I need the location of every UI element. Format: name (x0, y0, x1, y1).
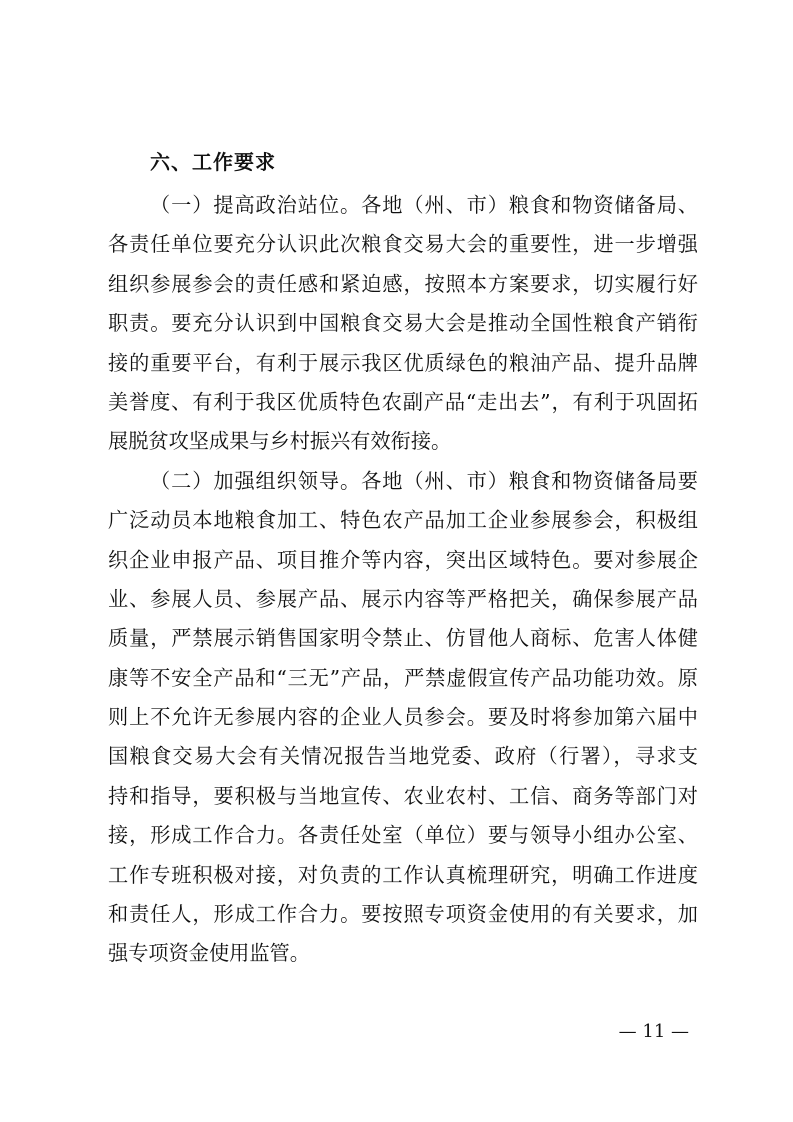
text-line: 展脱贫攻坚成果与乡村振兴有效衔接。 (108, 429, 452, 454)
text-line: （一）提高政治站位。各地（州、市）粮食和物资储备局、 (150, 193, 698, 217)
text-line: 各责任单位要充分认识此次粮食交易大会的重要性，进一步增强 (108, 232, 698, 257)
text-line: 则上不允许无参展内容的企业人员参会。要及时将参加第六届中 (108, 705, 698, 730)
text-line: 和责任人，形成工作合力。要按照专项资金使用的有关要求，加 (108, 902, 698, 927)
text-line: 美誉度、有利于我区优质特色农副产品“走出去”，有利于巩固拓 (108, 389, 698, 414)
section-heading: 六、工作要求 (150, 150, 276, 174)
text-line: 接的重要平台，有利于展示我区优质绿色的粮油产品、提升品牌 (108, 350, 698, 375)
text-line: 国粮食交易大会有关情况报告当地党委、政府（行署），寻求支 (108, 744, 698, 769)
paragraph-2 (108, 462, 698, 974)
text-line: 强专项资金使用监管。 (108, 941, 310, 966)
text-line: 康等不安全产品和“三无”产品，严禁虚假宣传产品功能功效。原 (108, 665, 698, 690)
text-line: 职责。要充分认识到中国粮食交易大会是推动全国性粮食产销衔 (108, 311, 698, 336)
page-number: — 11 — (618, 1021, 689, 1042)
text-line: 业、参展人员、参展产品、展示内容等严格把关，确保参展产品 (108, 586, 698, 611)
text-line: 织企业申报产品、项目推介等内容，突出区域特色。要对参展企 (108, 547, 698, 572)
text-line: 接，形成工作合力。各责任处室（单位）要与领导小组办公室、 (108, 823, 698, 848)
body-text (108, 186, 698, 974)
text-line: 质量，严禁展示销售国家明令禁止、仿冒他人商标、危害人体健 (108, 626, 698, 651)
text-line: 广泛动员本地粮食加工、特色农产品加工企业参展参会，积极组 (108, 508, 698, 533)
paragraph-1 (108, 186, 698, 462)
text-line: 持和指导，要积极与当地宣传、农业农村、工信、商务等部门对 (108, 783, 698, 808)
text-line: （二）加强组织领导。各地（州、市）粮食和物资储备局要 (150, 468, 698, 493)
text-line: 组织参展参会的责任感和紧迫感，按照本方案要求，切实履行好 (108, 271, 698, 296)
text-line: 工作专班积极对接，对负责的工作认真梳理研究，明确工作进度 (108, 862, 698, 887)
